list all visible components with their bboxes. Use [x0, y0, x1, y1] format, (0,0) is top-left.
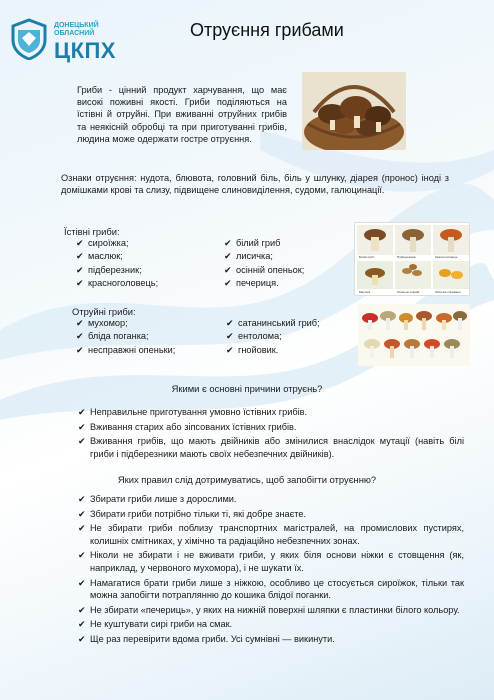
causes-question: Якими є основні причини отруєнь? [171, 383, 323, 394]
list-item: ✔ осінній опеньок; [224, 264, 304, 277]
logo-shield-icon [10, 18, 48, 60]
checkmark-icon: ✔ [78, 550, 86, 561]
checkmark-icon: ✔ [224, 238, 232, 248]
checkmark-icon: ✔ [78, 494, 86, 504]
list-item: ✔ Збирати гриби лише з дорослими. [78, 494, 237, 504]
list-item: ✔ Ніколи не збирати і не вживати гриби, у яких біля основи ніжки є стовщення (як, наприклад, у червоного мухомора), і не шукати їх. [78, 550, 464, 573]
checkmark-icon: ✔ [226, 318, 234, 328]
logo-name: ЦКПХ [54, 38, 116, 63]
edible-caption: Підберезовик [397, 255, 416, 259]
page-title: Отруєння грибами [190, 20, 344, 40]
edible-title: Їстівні гриби: [64, 226, 120, 237]
list-item: ✔ несправжні опеньки; [76, 344, 175, 357]
org-logo [10, 14, 120, 64]
checkmark-icon: ✔ [78, 436, 86, 447]
rules-list [78, 493, 464, 648]
checkmark-icon: ✔ [76, 264, 84, 275]
list-item: ✔ Намагатися брати гриби лише з ніжкою, особливо це стосується сироїжок, тільки так можна запобігти потраплянню до кошика блідої поганки. [78, 577, 464, 601]
checkmark-icon: ✔ [78, 619, 86, 630]
list-item: ✔ красноголовець; [76, 277, 158, 290]
checkmark-icon: ✔ [78, 577, 86, 588]
list-item: ✔ Вживання старих або зіпсованих їстівних грибів. [78, 421, 297, 432]
edible-caption: Маслюк [359, 290, 371, 294]
mushroom-basket-photo [302, 72, 406, 150]
logo-line1: ДОНЕЦЬКИЙ [54, 22, 99, 29]
list-item: ✔ сироїжка; [76, 237, 158, 250]
checkmark-icon: ✔ [78, 523, 86, 534]
list-item: ✔ Вживання грибів, що мають двійників або змінилися внаслідок мутації (навіть білі гриби і підберезники мають своїх небезпечних двійників). [78, 436, 464, 459]
checkmark-icon: ✔ [224, 251, 232, 262]
list-item: ✔ Не куштувати сирі гриби на смак. [78, 619, 233, 630]
checkmark-icon: ✔ [76, 344, 84, 355]
rules-question: Яких правил слід дотримуватись, щоб запобігти отруєнню? [117, 474, 377, 485]
list-item: ✔ мухомор; [76, 317, 175, 330]
list-item: ✔ лисичка; [224, 250, 304, 263]
edible-caption: Лисичка справжня [435, 290, 461, 294]
edible-caption: Опеньок осінній [397, 290, 420, 294]
checkmark-icon: ✔ [224, 278, 232, 289]
checkmark-icon: ✔ [78, 407, 86, 417]
poisonous-left-list [76, 317, 175, 357]
list-item: ✔ бліда поганка; [76, 330, 175, 343]
poisonous-title: Отруйні гриби: [72, 306, 136, 317]
logo-line2: ОБЛАСНИЙ [54, 30, 95, 37]
checkmark-icon: ✔ [226, 331, 234, 342]
list-item: ✔ ентолома; [226, 330, 320, 343]
list-item: ✔ Неправильне приготування умовно їстівних грибів. [78, 407, 308, 417]
list-item: ✔ сатанинський гриб; [226, 317, 320, 330]
checkmark-icon: ✔ [78, 604, 86, 615]
checkmark-icon: ✔ [78, 633, 86, 644]
intro-paragraph: Гриби - цінний продукт харчування, що має високі поживні якості. Гриби поділяються на їстівні й отруйні. При вживанні отруйних грибів та неякісній обробці та при приготуванні грибів, людина може одержати гостре отруєння. [77, 85, 287, 144]
edible-caption: Білий гриб [359, 255, 374, 259]
edible-caption: Красноголовець [435, 255, 458, 259]
checkmark-icon: ✔ [76, 238, 84, 248]
poisonous-mushrooms-photo [358, 304, 470, 366]
list-item: ✔ печериця. [224, 277, 304, 290]
checkmark-icon: ✔ [76, 251, 84, 262]
poisonous-right-list [226, 317, 320, 357]
checkmark-icon: ✔ [78, 508, 86, 519]
list-item: ✔ Не збирати «печериць», у яких на нижній поверхні шляпки є пластинки білого кольору. [78, 604, 460, 615]
edible-right-list [224, 237, 304, 291]
checkmark-icon: ✔ [76, 278, 84, 289]
checkmark-icon: ✔ [78, 421, 86, 432]
list-item: ✔ білий гриб [224, 237, 304, 250]
list-item: ✔ Не збирати гриби поблизу транспортних магістралей, на промислових пустирях, колишніх смітниках, у хімічно та радіаційно небезпечних зонах. [78, 523, 464, 546]
symptoms-paragraph: Ознаки отруєння: нудота, блювота, головний біль, біль у шлунку, діарея (пронос) іноді з домішками крові та слизу, підвищене слиновиділення, судоми, галюцинації. [61, 173, 449, 196]
checkmark-icon: ✔ [76, 318, 84, 328]
checkmark-icon: ✔ [76, 331, 84, 342]
list-item: ✔ Ще раз перевірити вдома гриби. Усі сумнівні — викинути. [78, 633, 335, 644]
checkmark-icon: ✔ [226, 344, 234, 355]
list-item: ✔ підберезник; [76, 264, 158, 277]
list-item: ✔ Збирати гриби потрібно тільки ті, які добре знаєте. [78, 508, 307, 519]
edible-left-list [76, 237, 158, 291]
checkmark-icon: ✔ [224, 264, 232, 275]
edible-mushrooms-photo [354, 222, 470, 296]
list-item: ✔ маслюк; [76, 250, 158, 263]
list-item: ✔ гнойовик. [226, 344, 320, 357]
causes-list [78, 406, 464, 462]
